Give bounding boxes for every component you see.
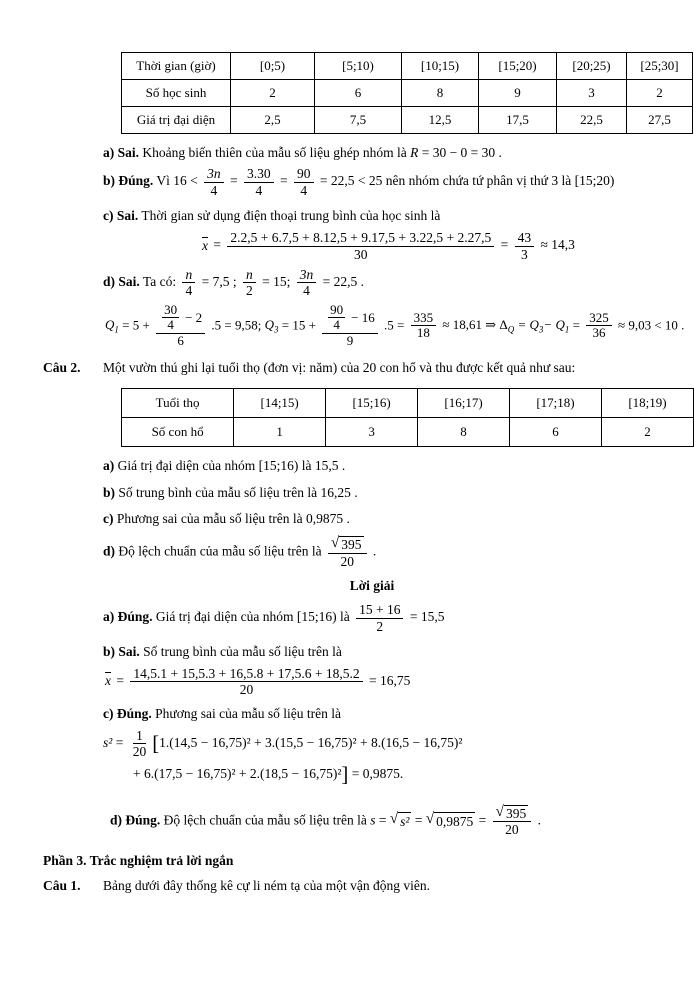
fraction-1-20: $\frac{1}{20}$ bbox=[132, 727, 147, 760]
fraction-15-16-2: $\frac{15 + 16}{2}$ bbox=[356, 602, 403, 634]
statement-b-text3: nên nhóm chứa tứ phân vị thứ 3 là bbox=[385, 173, 572, 189]
table-cell: 6 bbox=[510, 417, 602, 446]
q2-item-c bbox=[103, 510, 694, 528]
statement-a-eq: = 30 − 0 = 30 . bbox=[421, 145, 502, 160]
minus-2: − 2 bbox=[185, 309, 203, 325]
table-cell: 7,5 bbox=[315, 107, 402, 134]
sol-c-text: Phương sai của mẫu số liệu trên là bbox=[155, 705, 341, 721]
var-Q: Q bbox=[105, 316, 115, 332]
fraction-q1: $\frac{30}{4}$ − 2 6 bbox=[156, 303, 205, 350]
statement-b bbox=[103, 166, 694, 198]
approx-value: ≈ 14,3 bbox=[540, 237, 575, 253]
variance-result: = 0,9875. bbox=[351, 766, 404, 782]
var-xbar: $\overline{x}$ bbox=[202, 237, 208, 253]
minus-Q: − Q bbox=[543, 316, 565, 332]
fraction-325-36: $\frac{325}{36}$ bbox=[586, 311, 612, 342]
question-2 bbox=[43, 359, 694, 377]
table-cell: 3 bbox=[557, 80, 627, 107]
table-cell: 2 bbox=[601, 417, 693, 446]
item-c-text: Phương sai của mẫu số liệu trên là 0,9875 . bbox=[116, 511, 350, 526]
question-1 bbox=[43, 877, 694, 895]
solution-heading: Lời giải bbox=[349, 578, 395, 594]
table-row bbox=[122, 53, 693, 80]
fraction-330-4: $\frac{3.30}{4}$ bbox=[244, 166, 274, 198]
fraction-30-4: $\frac{30}{4}$ bbox=[164, 301, 178, 333]
statement-c bbox=[103, 207, 694, 225]
sol-d-verdict: d) Đúng. bbox=[110, 812, 161, 828]
period: . bbox=[372, 543, 377, 559]
fraction-sqrt395-20: √ 395 20 bbox=[328, 536, 367, 569]
question-2-text: Một vườn thú ghi lại tuổi thọ (đơn vị: năm) của 20 con hổ và thu được kết quả như sau: bbox=[103, 360, 576, 376]
sub-3: 3 bbox=[274, 324, 279, 335]
table-cell: [25;30] bbox=[627, 53, 693, 80]
radical-icon: √ bbox=[495, 803, 504, 820]
sol-b-text: Số trung bình của mẫu số liệu trên là bbox=[143, 643, 342, 659]
statement-b-text2: = 22,5 < 25 bbox=[319, 173, 383, 189]
verdict-a: a) Sai. bbox=[103, 145, 140, 160]
fraction-mean: $\frac{2.2,5 + 6.7,5 + 8.12,5 + 9.17,5 + 3.22,5 + 2.27,5}{30}$ bbox=[227, 230, 494, 262]
left-bracket: [ bbox=[152, 731, 160, 755]
eq-sign: = bbox=[378, 812, 387, 828]
fraction-3n-4: $\frac{3n}{4}$ bbox=[297, 267, 317, 299]
variance-terms-1: 1.(14,5 − 16,75)² + 3.(15,5 − 16,75)² + 8.(16,5 − 16,75)² bbox=[159, 735, 463, 751]
table-cell: [15;16) bbox=[326, 388, 418, 417]
item-d-label: d) bbox=[103, 543, 116, 559]
part-3-heading: Phần 3. Trắc nghiệm trả lời ngắn bbox=[43, 852, 234, 868]
table-cell: 8 bbox=[402, 80, 479, 107]
item-b-text: Số trung bình của mẫu số liệu trên là 16,25 . bbox=[118, 484, 358, 500]
item-a-text1: Giá trị đại diện của nhóm bbox=[117, 457, 256, 473]
statement-d-text2: = 7,5 ; bbox=[201, 273, 237, 289]
table-cell: [18;19) bbox=[601, 388, 693, 417]
statement-d-text1: Ta có: bbox=[142, 273, 177, 289]
q2-item-b bbox=[103, 484, 694, 502]
interval-15-16: [15;16) bbox=[296, 609, 337, 625]
eq-sign: = bbox=[280, 173, 288, 189]
table-cell: 9 bbox=[479, 80, 557, 107]
fraction-sqrt395-20: √ 395 20 bbox=[493, 805, 532, 838]
verdict-d: d) Sai. bbox=[103, 273, 140, 289]
sub-1: 1 bbox=[564, 324, 570, 335]
statement-b-text1: Vì 16 < bbox=[156, 173, 198, 189]
table-cell: 27,5 bbox=[627, 107, 693, 134]
fraction-mean-2: $\frac{14,5.1 + 15,5.3 + 16,5.8 + 17,5.6 + 18,5.2}{20}$ bbox=[130, 666, 362, 698]
sol-b bbox=[103, 643, 694, 661]
table-cell: Tuổi thọ bbox=[122, 388, 234, 417]
frequency-table-tigers bbox=[121, 388, 694, 447]
eq-sign: = bbox=[116, 672, 124, 688]
question-1-label: Câu 1. bbox=[43, 878, 81, 894]
interval-15-16: [15;16) bbox=[258, 457, 299, 473]
table-cell: Thời gian (giờ) bbox=[122, 53, 231, 80]
statement-a bbox=[103, 144, 694, 162]
item-b-label: b) bbox=[103, 484, 116, 500]
table-cell: Số con hổ bbox=[122, 417, 234, 446]
sol-a bbox=[103, 602, 694, 634]
mean-result: = 16,75 bbox=[368, 672, 411, 688]
statement-a-text: Khoảng biến thiên của mẫu số liệu ghép nhóm là bbox=[142, 145, 407, 160]
right-bracket: ] bbox=[341, 762, 349, 786]
eq-Q: = Q bbox=[517, 316, 539, 332]
eq-sign: = bbox=[478, 812, 487, 828]
eq-sign: = bbox=[572, 316, 580, 332]
table-cell: [20;25) bbox=[557, 53, 627, 80]
eq-sign: = bbox=[414, 812, 423, 828]
table-cell: Giá trị đại diện bbox=[122, 107, 231, 134]
fraction-n-4: $\frac{n}{4}$ bbox=[182, 267, 195, 299]
sol-b-verdict: b) Sai. bbox=[103, 643, 140, 659]
table-row bbox=[122, 107, 693, 134]
eq-sign: = bbox=[230, 173, 238, 189]
fraction-90-4: $\frac{90}{4}$ bbox=[294, 166, 314, 198]
var-Q3 bbox=[264, 316, 279, 335]
q3-minus-q1 bbox=[517, 316, 570, 335]
sol-c-verdict: c) Đúng. bbox=[103, 705, 152, 721]
sol-a-text2: là bbox=[339, 609, 350, 625]
formula-variance-line2 bbox=[133, 764, 694, 785]
variance-terms-2: + 6.(17,5 − 16,75)² + 2.(18,5 − 16,75)² bbox=[133, 766, 342, 782]
table-cell: 2,5 bbox=[231, 107, 315, 134]
table-row bbox=[122, 80, 693, 107]
minus-16: − 16 bbox=[351, 309, 375, 325]
fraction-n-2: $\frac{n}{2}$ bbox=[243, 267, 256, 299]
fraction-q3: $\frac{90}{4}$ − 16 9 bbox=[322, 303, 378, 350]
question-1-text: Bảng dưới đây thống kê cự li ném tạ của một vận động viên. bbox=[103, 878, 430, 894]
frequency-table-time bbox=[121, 52, 693, 134]
sol-a-verdict: a) Đúng. bbox=[103, 609, 153, 625]
var-xbar: $\overline{x}$ bbox=[105, 672, 111, 688]
implies-delta: ≈ 18,61 ⇒ Δ bbox=[442, 316, 508, 332]
table-cell: 3 bbox=[326, 417, 418, 446]
var-Q: Q bbox=[264, 316, 274, 332]
q2-item-d bbox=[103, 536, 694, 569]
var-R: R bbox=[410, 145, 419, 160]
item-c-label: c) bbox=[103, 511, 114, 526]
q1-eq: = 5 + bbox=[122, 316, 150, 332]
sol-a-text1: Giá trị đại diện của nhóm bbox=[155, 609, 294, 625]
sub-1: 1 bbox=[114, 324, 119, 335]
formula-mean-time bbox=[200, 230, 694, 262]
q3-eq: = 15 + bbox=[281, 316, 316, 332]
q1-result: .5 = 9,58; bbox=[211, 316, 262, 332]
sol-d-text: Độ lệch chuẩn của mẫu số liệu trên là bbox=[163, 812, 367, 828]
var-Q1 bbox=[105, 316, 119, 335]
statement-d bbox=[103, 267, 694, 299]
table-cell: 12,5 bbox=[402, 107, 479, 134]
fraction-3n-4: $\frac{3n}{4}$ bbox=[204, 166, 224, 198]
eq-sign: = bbox=[500, 237, 509, 253]
q2-item-a bbox=[103, 457, 694, 475]
table-cell: [0;5) bbox=[231, 53, 315, 80]
fraction-335-18: $\frac{335}{18}$ bbox=[411, 311, 437, 342]
table-cell: 17,5 bbox=[479, 107, 557, 134]
table-cell: 6 bbox=[315, 80, 402, 107]
item-a-label: a) bbox=[103, 457, 115, 473]
item-a-text2: là 15,5 . bbox=[301, 457, 346, 473]
table-cell: 2 bbox=[627, 80, 693, 107]
table-cell: [17;18) bbox=[510, 388, 602, 417]
table-row bbox=[122, 388, 694, 417]
table-cell: 8 bbox=[418, 417, 510, 446]
interval-15-20: [15;20) bbox=[574, 173, 615, 189]
formula-mean-tigers bbox=[103, 666, 694, 698]
sol-c bbox=[103, 705, 694, 723]
table-cell: [5;10) bbox=[315, 53, 402, 80]
verdict-b: b) Đúng. bbox=[103, 173, 154, 189]
sqrt-395: √ 395 bbox=[495, 803, 527, 821]
var-s-squared: s² bbox=[103, 735, 113, 751]
radical-icon: √ bbox=[389, 810, 399, 827]
table-cell: [14;15) bbox=[234, 388, 326, 417]
final-compare: ≈ 9,03 < 10 . bbox=[617, 316, 685, 332]
radical-icon: √ bbox=[425, 810, 435, 827]
table-cell: [16;17) bbox=[418, 388, 510, 417]
table-cell: 2 bbox=[231, 80, 315, 107]
table-row bbox=[122, 417, 694, 446]
sqrt-09875: √ 0,9875 bbox=[426, 812, 475, 831]
sol-a-result: = 15,5 bbox=[409, 609, 445, 625]
table-cell: 22,5 bbox=[557, 107, 627, 134]
formula-variance-line1 bbox=[103, 728, 694, 760]
sub-3: 3 bbox=[538, 324, 544, 335]
q3-eq2: .5 = bbox=[384, 316, 405, 332]
statement-d-text4: = 22,5 . bbox=[322, 273, 364, 289]
table-cell: Số học sinh bbox=[122, 80, 231, 107]
radical-icon: √ bbox=[330, 535, 340, 552]
var-s: s bbox=[370, 812, 376, 828]
formula-quartiles bbox=[105, 303, 694, 350]
delta-q bbox=[442, 316, 515, 335]
eq-sign: = bbox=[115, 735, 124, 751]
statement-c-text: Thời gian sử dụng điện thoại trung bình của học sinh là bbox=[141, 208, 441, 224]
sub-Q: Q bbox=[507, 324, 515, 335]
period: . bbox=[537, 812, 541, 828]
verdict-c: c) Sai. bbox=[103, 208, 139, 224]
fraction-90-4: $\frac{90}{4}$ bbox=[330, 301, 344, 333]
table-cell: 1 bbox=[234, 417, 326, 446]
table-cell: [15;20) bbox=[479, 53, 557, 80]
table-cell: [10;15) bbox=[402, 53, 479, 80]
statement-d-text3: = 15; bbox=[262, 273, 291, 289]
sqrt-395: √ 395 bbox=[330, 535, 362, 553]
question-2-label: Câu 2. bbox=[43, 360, 81, 376]
sol-d bbox=[110, 805, 694, 838]
fraction-43-3: $\frac{43}{3}$ bbox=[515, 230, 535, 262]
eq-sign: = bbox=[213, 237, 221, 253]
sqrt-s2: √ s² bbox=[390, 812, 412, 831]
item-d-text: Độ lệch chuẩn của mẫu số liệu trên là bbox=[118, 543, 322, 559]
